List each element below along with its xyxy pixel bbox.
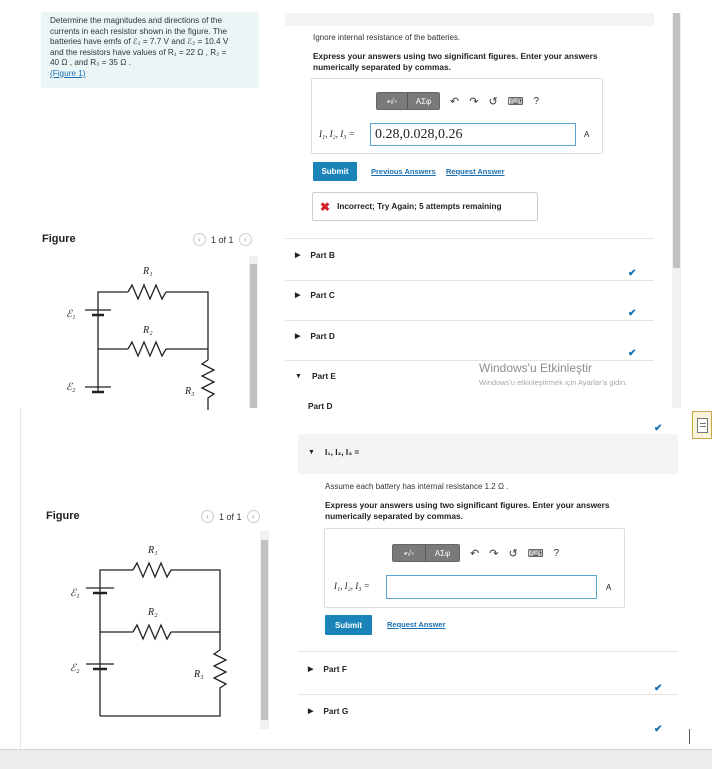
prev-figure-button[interactable]: ‹ bbox=[193, 233, 206, 246]
request-answer-link-bottom[interactable]: Request Answer bbox=[387, 620, 446, 629]
answer-input-top[interactable]: 0.28,0.028,0.26 bbox=[370, 123, 576, 146]
problem-line: currents in each resistor shown in the figure. The bbox=[50, 26, 227, 36]
help-icon[interactable]: ? bbox=[533, 95, 540, 107]
math-toolbar-bottom bbox=[392, 544, 559, 562]
activation-watermark-subtitle: Windows'u etkinleştirmek için Ayarlar'a gidin. bbox=[479, 378, 628, 387]
part-g-row[interactable] bbox=[308, 706, 348, 716]
request-answer-link-top[interactable]: Request Answer bbox=[446, 167, 505, 176]
figure-pager bbox=[193, 233, 252, 246]
figure-title: Figure bbox=[42, 233, 76, 245]
math-toolbar-top bbox=[376, 92, 539, 110]
toolbar-group bbox=[376, 92, 440, 110]
keyboard-icon[interactable]: ⌨ bbox=[507, 95, 524, 108]
pager-label: 1 of 1 bbox=[219, 511, 242, 522]
divider bbox=[285, 320, 654, 321]
activation-watermark-title: Windows'u Etkinleştir bbox=[479, 361, 592, 375]
part-label: Part B bbox=[310, 250, 335, 260]
submit-button-top[interactable]: Submit bbox=[313, 162, 357, 181]
part-d-row-partial bbox=[308, 403, 332, 411]
unit-label-bottom: A bbox=[606, 583, 612, 592]
help-icon[interactable]: ? bbox=[553, 547, 560, 559]
undo-icon[interactable]: ↶ bbox=[450, 95, 460, 108]
left-margin-border bbox=[20, 408, 21, 749]
keyboard-icon[interactable]: ⌨ bbox=[527, 547, 544, 560]
problem-statement bbox=[41, 12, 259, 88]
part-b-row[interactable] bbox=[295, 250, 335, 260]
expand-icon: ▶ bbox=[308, 666, 314, 673]
main-scrollbar-thumb[interactable] bbox=[673, 13, 680, 268]
part-c-row[interactable] bbox=[295, 290, 335, 300]
pager-label: 1 of 1 bbox=[211, 234, 234, 245]
check-icon: ✔ bbox=[628, 308, 637, 319]
part-e-row-collapsed[interactable] bbox=[295, 371, 336, 381]
e2-label: ℰ₂ bbox=[70, 663, 80, 674]
reset-icon[interactable]: ↺ bbox=[488, 95, 498, 108]
instruction-text: Ignore internal resistance of the batteries. bbox=[313, 33, 461, 42]
r2-label: R₂ bbox=[148, 607, 158, 618]
e1-label: ℰ₁ bbox=[66, 309, 76, 320]
toolbar-group bbox=[392, 544, 460, 562]
symbols-button[interactable]: ΑΣφ bbox=[425, 545, 459, 561]
r1-label: R₁ bbox=[148, 545, 158, 556]
clipboard-icon[interactable] bbox=[692, 411, 712, 439]
redo-icon[interactable]: ↷ bbox=[489, 547, 499, 560]
part-f-row[interactable] bbox=[308, 664, 347, 674]
problem-line: 40 Ω , and R₃ = 35 Ω . bbox=[50, 58, 131, 68]
incorrect-icon: ✖ bbox=[320, 199, 331, 214]
redo-icon[interactable]: ↷ bbox=[469, 95, 479, 108]
assume-text: Assume each battery has internal resistance 1.2 Ω . bbox=[325, 482, 509, 491]
feedback-box bbox=[312, 192, 538, 221]
divider bbox=[285, 360, 654, 361]
figure-scrollbar[interactable] bbox=[260, 531, 269, 729]
check-icon: ✔ bbox=[628, 268, 637, 279]
figure-pager bbox=[201, 510, 260, 523]
next-figure-button[interactable]: › bbox=[247, 510, 260, 523]
answer-label-bottom: I₁, I₂, I₃ = bbox=[334, 581, 370, 591]
figure-title: Figure bbox=[46, 510, 80, 522]
figure-scrollbar-thumb[interactable] bbox=[261, 540, 268, 720]
e1-label: ℰ₁ bbox=[70, 588, 80, 599]
part-label: Part F bbox=[323, 664, 347, 674]
bottom-status-bar bbox=[0, 749, 712, 769]
reset-icon[interactable]: ↺ bbox=[508, 547, 518, 560]
divider bbox=[285, 280, 654, 281]
check-icon: ✔ bbox=[654, 683, 663, 694]
panel-header-strip bbox=[285, 13, 654, 26]
part-d-row[interactable] bbox=[295, 331, 335, 341]
collapse-icon: ▼ bbox=[295, 372, 302, 380]
problem-line: and the resistors have values of R₁ = 22 Ω , R₂ = bbox=[50, 47, 227, 57]
part-label: I₁, I₂, I₃ = bbox=[324, 447, 360, 457]
part-label: Part G bbox=[323, 706, 349, 716]
express-line: Express your answers using two significant figures. Enter your answers bbox=[313, 51, 598, 61]
expand-icon: ▶ bbox=[295, 292, 301, 299]
part-e-row-expanded[interactable] bbox=[308, 447, 359, 457]
check-icon: ✔ bbox=[628, 348, 637, 359]
expand-icon: ▶ bbox=[295, 333, 301, 340]
part-label: Part D bbox=[308, 403, 333, 411]
divider bbox=[285, 238, 654, 239]
part-label: Part C bbox=[310, 290, 335, 300]
clipboard-line bbox=[700, 426, 706, 427]
unit-label-top: A bbox=[584, 130, 590, 139]
e2-label: ℰ₂ bbox=[66, 382, 76, 393]
r3-label: R₃ bbox=[194, 669, 204, 680]
undo-icon[interactable]: ↶ bbox=[470, 547, 480, 560]
collapse-icon: ▼ bbox=[308, 448, 315, 456]
divider bbox=[298, 694, 678, 695]
express-text bbox=[313, 51, 597, 72]
problem-line: Determine the magnitudes and directions of the bbox=[50, 16, 223, 25]
express-line: Express your answers using two significant figures. Enter your answers bbox=[325, 500, 610, 510]
circuit-diagram-bottom bbox=[68, 540, 243, 720]
express-line: numerically separated by commas. bbox=[313, 61, 451, 72]
circuit-diagram-top bbox=[60, 260, 230, 410]
answer-label-top: I₁, I₂, I₃ = bbox=[319, 129, 355, 139]
figure-scrollbar-thumb[interactable] bbox=[250, 264, 257, 408]
answer-input-bottom[interactable] bbox=[386, 575, 597, 599]
figure-scrollbar[interactable] bbox=[249, 256, 258, 408]
left-margin bbox=[0, 408, 20, 749]
r1-label: R₁ bbox=[143, 266, 153, 277]
text-cursor bbox=[689, 729, 690, 744]
part-label: Part E bbox=[311, 371, 336, 381]
expand-icon: ▶ bbox=[295, 252, 301, 259]
problem-line: batteries have emfs of ℰ₁ = 7.7 V and ℰ₂ = 10.4 V bbox=[50, 37, 229, 47]
clipboard-line bbox=[700, 423, 706, 424]
symbols-button[interactable]: ΑΣφ bbox=[407, 93, 439, 109]
figure-link[interactable]: (Figure 1) bbox=[50, 68, 86, 78]
express-text bbox=[325, 500, 609, 521]
divider bbox=[298, 651, 678, 652]
express-line: numerically separated by commas. bbox=[325, 510, 463, 521]
templates-button[interactable]: ▪√▫ bbox=[377, 93, 407, 109]
submit-button-bottom[interactable]: Submit bbox=[325, 615, 372, 635]
next-figure-button[interactable]: › bbox=[239, 233, 252, 246]
r3-label: R₃ bbox=[185, 386, 195, 397]
prev-figure-button[interactable]: ‹ bbox=[201, 510, 214, 523]
check-icon: ✔ bbox=[654, 423, 663, 434]
feedback-text: Incorrect; Try Again; 5 attempts remaining bbox=[337, 202, 502, 211]
expand-icon: ▶ bbox=[308, 708, 314, 715]
check-icon: ✔ bbox=[654, 724, 663, 735]
previous-answers-link[interactable]: Previous Answers bbox=[371, 167, 436, 176]
part-label: Part D bbox=[310, 331, 335, 341]
main-scrollbar[interactable] bbox=[672, 13, 681, 408]
r2-label: R₂ bbox=[143, 325, 153, 336]
templates-button[interactable]: ▪√▫ bbox=[393, 545, 425, 561]
